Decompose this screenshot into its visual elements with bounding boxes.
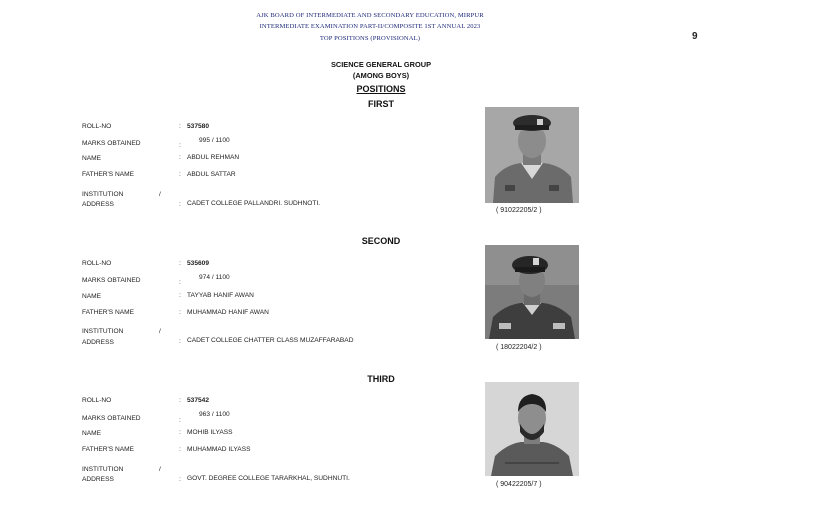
marks-label: MARKS OBTAINED: [82, 277, 141, 284]
roll-no-label: ROLL-NO: [82, 123, 112, 130]
roll-no-value: 537580: [187, 123, 210, 130]
colon: :: [179, 417, 181, 424]
marks-value: 974 / 1100: [199, 274, 230, 281]
slash: /: [159, 328, 161, 335]
group-subtitle: (AMONG BOYS): [352, 71, 410, 80]
institution-label: INSTITUTION: [82, 328, 124, 335]
photo-portrait: [485, 107, 579, 203]
father-name-label: FATHER'S NAME: [82, 446, 135, 453]
institution-value: CADET COLLEGE PALLANDRI. SUDHNOTI.: [187, 200, 321, 207]
photo-id: ( 18022204/2 ): [496, 344, 542, 351]
colon: :: [179, 260, 181, 267]
photo-portrait: [485, 245, 579, 339]
colon: :: [179, 292, 181, 299]
father-name-value: MUHAMMAD ILYASS: [187, 446, 251, 453]
name-label: NAME: [82, 430, 102, 437]
colon: :: [179, 123, 181, 130]
exam-name: INTERMEDIATE EXAMINATION PART-II/COMPOSITE 1ST ANNUAL 2023: [259, 23, 481, 30]
slash: /: [159, 191, 161, 198]
colon: :: [179, 446, 181, 453]
rank-heading: SECOND: [361, 236, 401, 246]
colon: :: [179, 142, 181, 149]
positions-heading: POSITIONS: [356, 84, 406, 94]
colon: :: [179, 171, 181, 178]
institution-label: INSTITUTION: [82, 191, 124, 198]
page-number: 9: [692, 31, 698, 42]
address-label: ADDRESS: [82, 201, 114, 208]
student-photo: [485, 382, 579, 476]
student-photo: [485, 245, 579, 339]
father-name-label: FATHER'S NAME: [82, 309, 135, 316]
colon: :: [179, 338, 181, 345]
institution-label: INSTITUTION: [82, 466, 124, 473]
roll-no-label: ROLL-NO: [82, 397, 112, 404]
slash: /: [159, 466, 161, 473]
name-label: NAME: [82, 155, 102, 162]
colon: :: [179, 397, 181, 404]
document-subtitle: TOP POSITIONS (PROVISIONAL): [319, 35, 421, 42]
address-label: ADDRESS: [82, 476, 114, 483]
rank-heading: FIRST: [368, 99, 394, 109]
photo-portrait: [485, 382, 579, 476]
father-name-value: MUHAMMAD HANIF AWAN: [187, 309, 269, 316]
marks-value: 963 / 1100: [199, 411, 230, 418]
father-name-label: FATHER'S NAME: [82, 171, 135, 178]
colon: :: [179, 429, 181, 436]
roll-no-label: ROLL-NO: [82, 260, 112, 267]
colon: :: [179, 279, 181, 286]
photo-id: ( 91022205/2 ): [496, 207, 542, 214]
marks-label: MARKS OBTAINED: [82, 415, 141, 422]
institution-value: GOVT. DEGREE COLLEGE TARARKHAL, SUDHNUTI.: [187, 475, 350, 482]
marks-value: 995 / 1100: [199, 137, 230, 144]
board-name: AJK BOARD OF INTERMEDIATE AND SECONDARY EDUCATION, MIRPUR: [256, 12, 484, 19]
colon: :: [179, 309, 181, 316]
roll-no-value: 537542: [187, 397, 210, 404]
name-label: NAME: [82, 293, 102, 300]
name-value: TAYYAB HANIF AWAN: [187, 292, 254, 299]
colon: :: [179, 201, 181, 208]
photo-id: ( 90422205/7 ): [496, 481, 542, 488]
colon: :: [179, 154, 181, 161]
student-photo: [485, 107, 579, 203]
father-name-value: ABDUL SATTAR: [187, 171, 236, 178]
roll-no-value: 535609: [187, 260, 210, 267]
colon: :: [179, 476, 181, 483]
marks-label: MARKS OBTAINED: [82, 140, 141, 147]
group-title: SCIENCE GENERAL GROUP: [330, 60, 432, 69]
institution-value: CADET COLLEGE CHATTER CLASS MUZAFFARABAD: [187, 337, 354, 344]
rank-heading: THIRD: [367, 374, 395, 384]
name-value: ABDUL REHMAN: [187, 154, 240, 161]
address-label: ADDRESS: [82, 339, 114, 346]
name-value: MOHIB ILYASS: [187, 429, 233, 436]
